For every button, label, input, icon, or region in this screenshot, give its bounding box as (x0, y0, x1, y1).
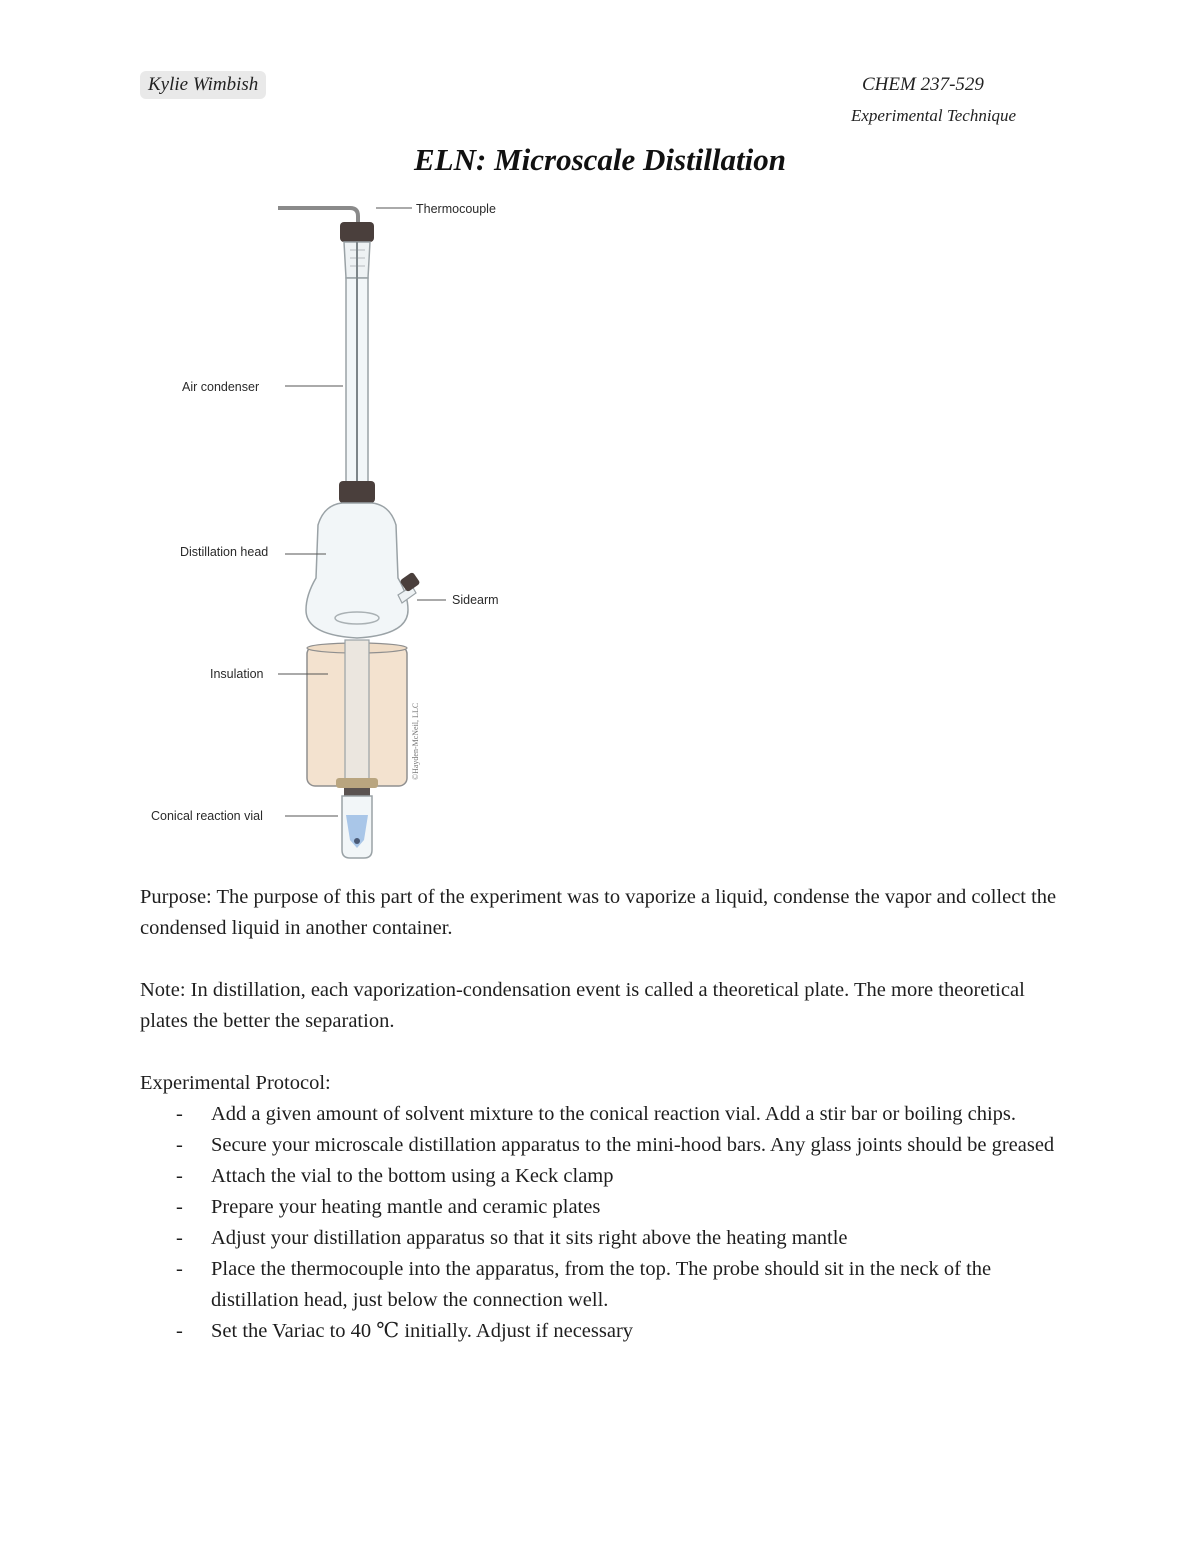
protocol-steps (140, 1099, 1060, 1347)
list-item (140, 1223, 1060, 1254)
purpose-text: Purpose: The purpose of this part of the experiment was to vaporize a liquid, condense the vapor and collect the condensed liquid in another container. (140, 886, 1057, 939)
course-code: CHEM 237-529 (862, 74, 984, 95)
vial-cap (344, 788, 370, 796)
list-item (140, 1161, 1060, 1192)
figure-copyright: ©Hayden-McNeil, LLC (411, 702, 420, 780)
thermocouple-wire (278, 208, 358, 224)
protocol-heading: Experimental Protocol: (140, 1072, 331, 1094)
label-insulation: Insulation (210, 667, 264, 681)
list-item (140, 1316, 1060, 1347)
bullet-dash: - (176, 1103, 183, 1125)
head-cap (339, 481, 375, 503)
step-text: Adjust your distillation apparatus so that it sits right above the heating mantle (211, 1227, 848, 1249)
bullet-dash: - (176, 1227, 183, 1249)
distillation-head-bulb (306, 503, 408, 638)
label-thermocouple: Thermocouple (416, 202, 496, 216)
label-distillation-head: Distillation head (180, 545, 269, 559)
step-text: Attach the vial to the bottom using a Keck clamp (211, 1165, 614, 1187)
bullet-dash: - (176, 1258, 183, 1280)
label-conical-vial: Conical reaction vial (151, 809, 263, 823)
distillation-apparatus-figure (140, 190, 540, 870)
document-subtitle: Experimental Technique (851, 106, 1017, 125)
note-text: Note: In distillation, each vaporization-condensation event is called a theoretical plate. The more theoretical plates the better the separation. (140, 979, 1025, 1032)
keck-clamp (336, 778, 378, 788)
apparatus-diagram (140, 190, 540, 870)
bullet-dash: - (176, 1134, 183, 1156)
step-text: Place the thermocouple into the apparatus, from the top. The probe should sit in the neck of the distillation head, just below the connection well. (211, 1258, 992, 1311)
note-paragraph (140, 975, 1060, 1037)
purpose-paragraph (140, 882, 1060, 944)
step-text: Add a given amount of solvent mixture to the conical reaction vial. Add a stir bar or boiling chips. (211, 1103, 1017, 1125)
step-text: Secure your microscale distillation apparatus to the mini-hood bars. Any glass joints should be greased (211, 1134, 1055, 1156)
list-item (140, 1099, 1060, 1130)
inner-tube (345, 640, 369, 780)
label-air-condenser: Air condenser (182, 380, 260, 394)
list-item (140, 1192, 1060, 1223)
list-item (140, 1254, 1060, 1316)
bullet-dash: - (176, 1320, 183, 1342)
stir-bar (354, 838, 360, 844)
author-name: Kylie Wimbish (140, 71, 266, 99)
list-item (140, 1130, 1060, 1161)
label-sidearm: Sidearm (452, 593, 499, 607)
step-text: Prepare your heating mantle and ceramic plates (211, 1196, 601, 1218)
page-title: ELN: Microscale Distillation (414, 142, 786, 177)
top-cap (340, 222, 374, 242)
bullet-dash: - (176, 1165, 183, 1187)
bullet-dash: - (176, 1196, 183, 1218)
step-text: Set the Variac to 40 ℃ initially. Adjust if necessary (211, 1320, 634, 1342)
